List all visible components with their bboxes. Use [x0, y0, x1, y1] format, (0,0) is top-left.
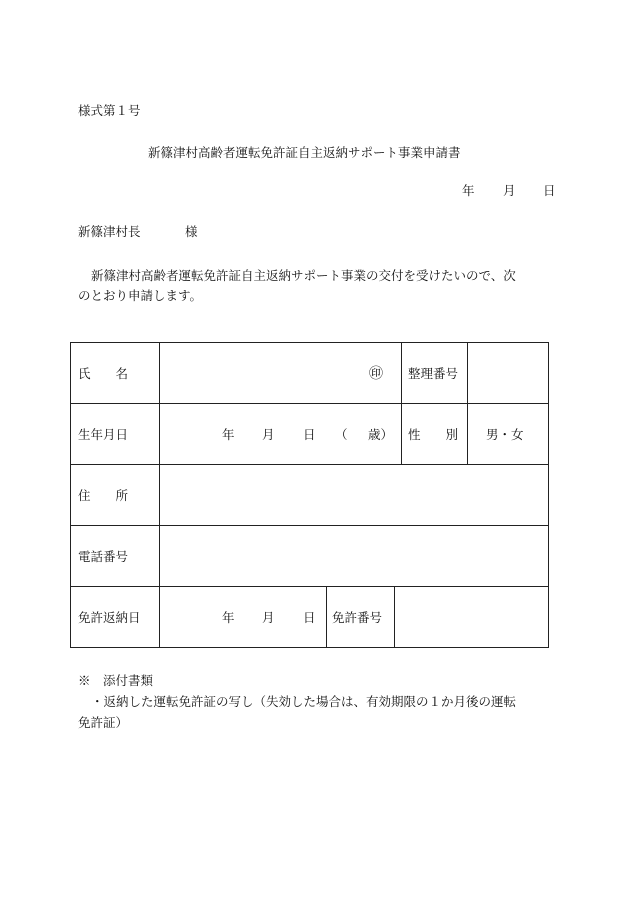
- return-date-label: 免許返納日: [78, 610, 141, 625]
- form-number: 様式第１号: [78, 103, 141, 118]
- birth-year: 年: [222, 427, 235, 442]
- application-form-table: [70, 342, 549, 647]
- seal-mark: ㊞: [369, 366, 383, 382]
- intro-line-2: のとおり申請します。: [78, 288, 203, 303]
- table-border-top: [70, 342, 549, 343]
- table-border-left: [70, 342, 71, 648]
- phone-label: 電話番号: [78, 549, 129, 564]
- document-title: 新篠津村高齢者運転免許証自主返納サポート事業申請書: [148, 145, 461, 160]
- addressee-name: 新篠津村長: [78, 224, 141, 239]
- attachments-heading: ※ 添付書類: [78, 673, 154, 688]
- column-divider: [467, 342, 468, 464]
- date-day: 日: [543, 183, 556, 198]
- name-field[interactable]: [161, 344, 399, 401]
- table-row-divider: [70, 525, 549, 526]
- birthdate-field[interactable]: [161, 405, 399, 462]
- age-close: 歳）: [368, 427, 394, 442]
- license-number-label: 免許番号: [332, 610, 383, 625]
- name-label: 氏 名: [78, 366, 129, 381]
- birth-day: 日: [303, 427, 316, 442]
- column-divider: [401, 342, 402, 464]
- address-label: 住 所: [78, 488, 129, 503]
- return-date-field[interactable]: [161, 588, 324, 645]
- table-row-divider: [70, 403, 549, 404]
- table-border-right: [548, 342, 549, 648]
- date-year: 年: [462, 183, 475, 198]
- table-row-divider: [70, 586, 549, 587]
- date-month: 月: [503, 183, 516, 198]
- table-row-divider: [70, 464, 549, 465]
- attachment-item-line-1: ・返納した運転免許証の写し（失効した場合は、有効期限の１か月後の運転: [91, 694, 517, 709]
- intro-line-1: 新篠津村高齢者運転免許証自主返納サポート事業の交付を受けたいので、次: [91, 268, 516, 283]
- addressee-honorific: 様: [185, 224, 198, 239]
- birthdate-label: 生年月日: [78, 427, 129, 442]
- return-month: 月: [262, 610, 275, 625]
- birth-month: 月: [262, 427, 275, 442]
- gender-label: 性 別: [408, 427, 459, 442]
- address-field[interactable]: [161, 466, 546, 523]
- ref-number-field[interactable]: [469, 344, 546, 401]
- column-divider: [394, 586, 395, 647]
- return-day: 日: [303, 610, 316, 625]
- license-number-field[interactable]: [396, 588, 546, 645]
- label-column-divider: [159, 342, 160, 648]
- age-open-paren: （: [335, 427, 348, 442]
- ref-number-label: 整理番号: [408, 366, 459, 381]
- return-year: 年: [222, 610, 235, 625]
- phone-field[interactable]: [161, 527, 546, 584]
- gender-options[interactable]: 男・女: [486, 427, 524, 442]
- attachment-item-line-2: 免許証）: [78, 715, 129, 730]
- table-border-bottom: [70, 647, 549, 648]
- column-divider: [326, 586, 327, 647]
